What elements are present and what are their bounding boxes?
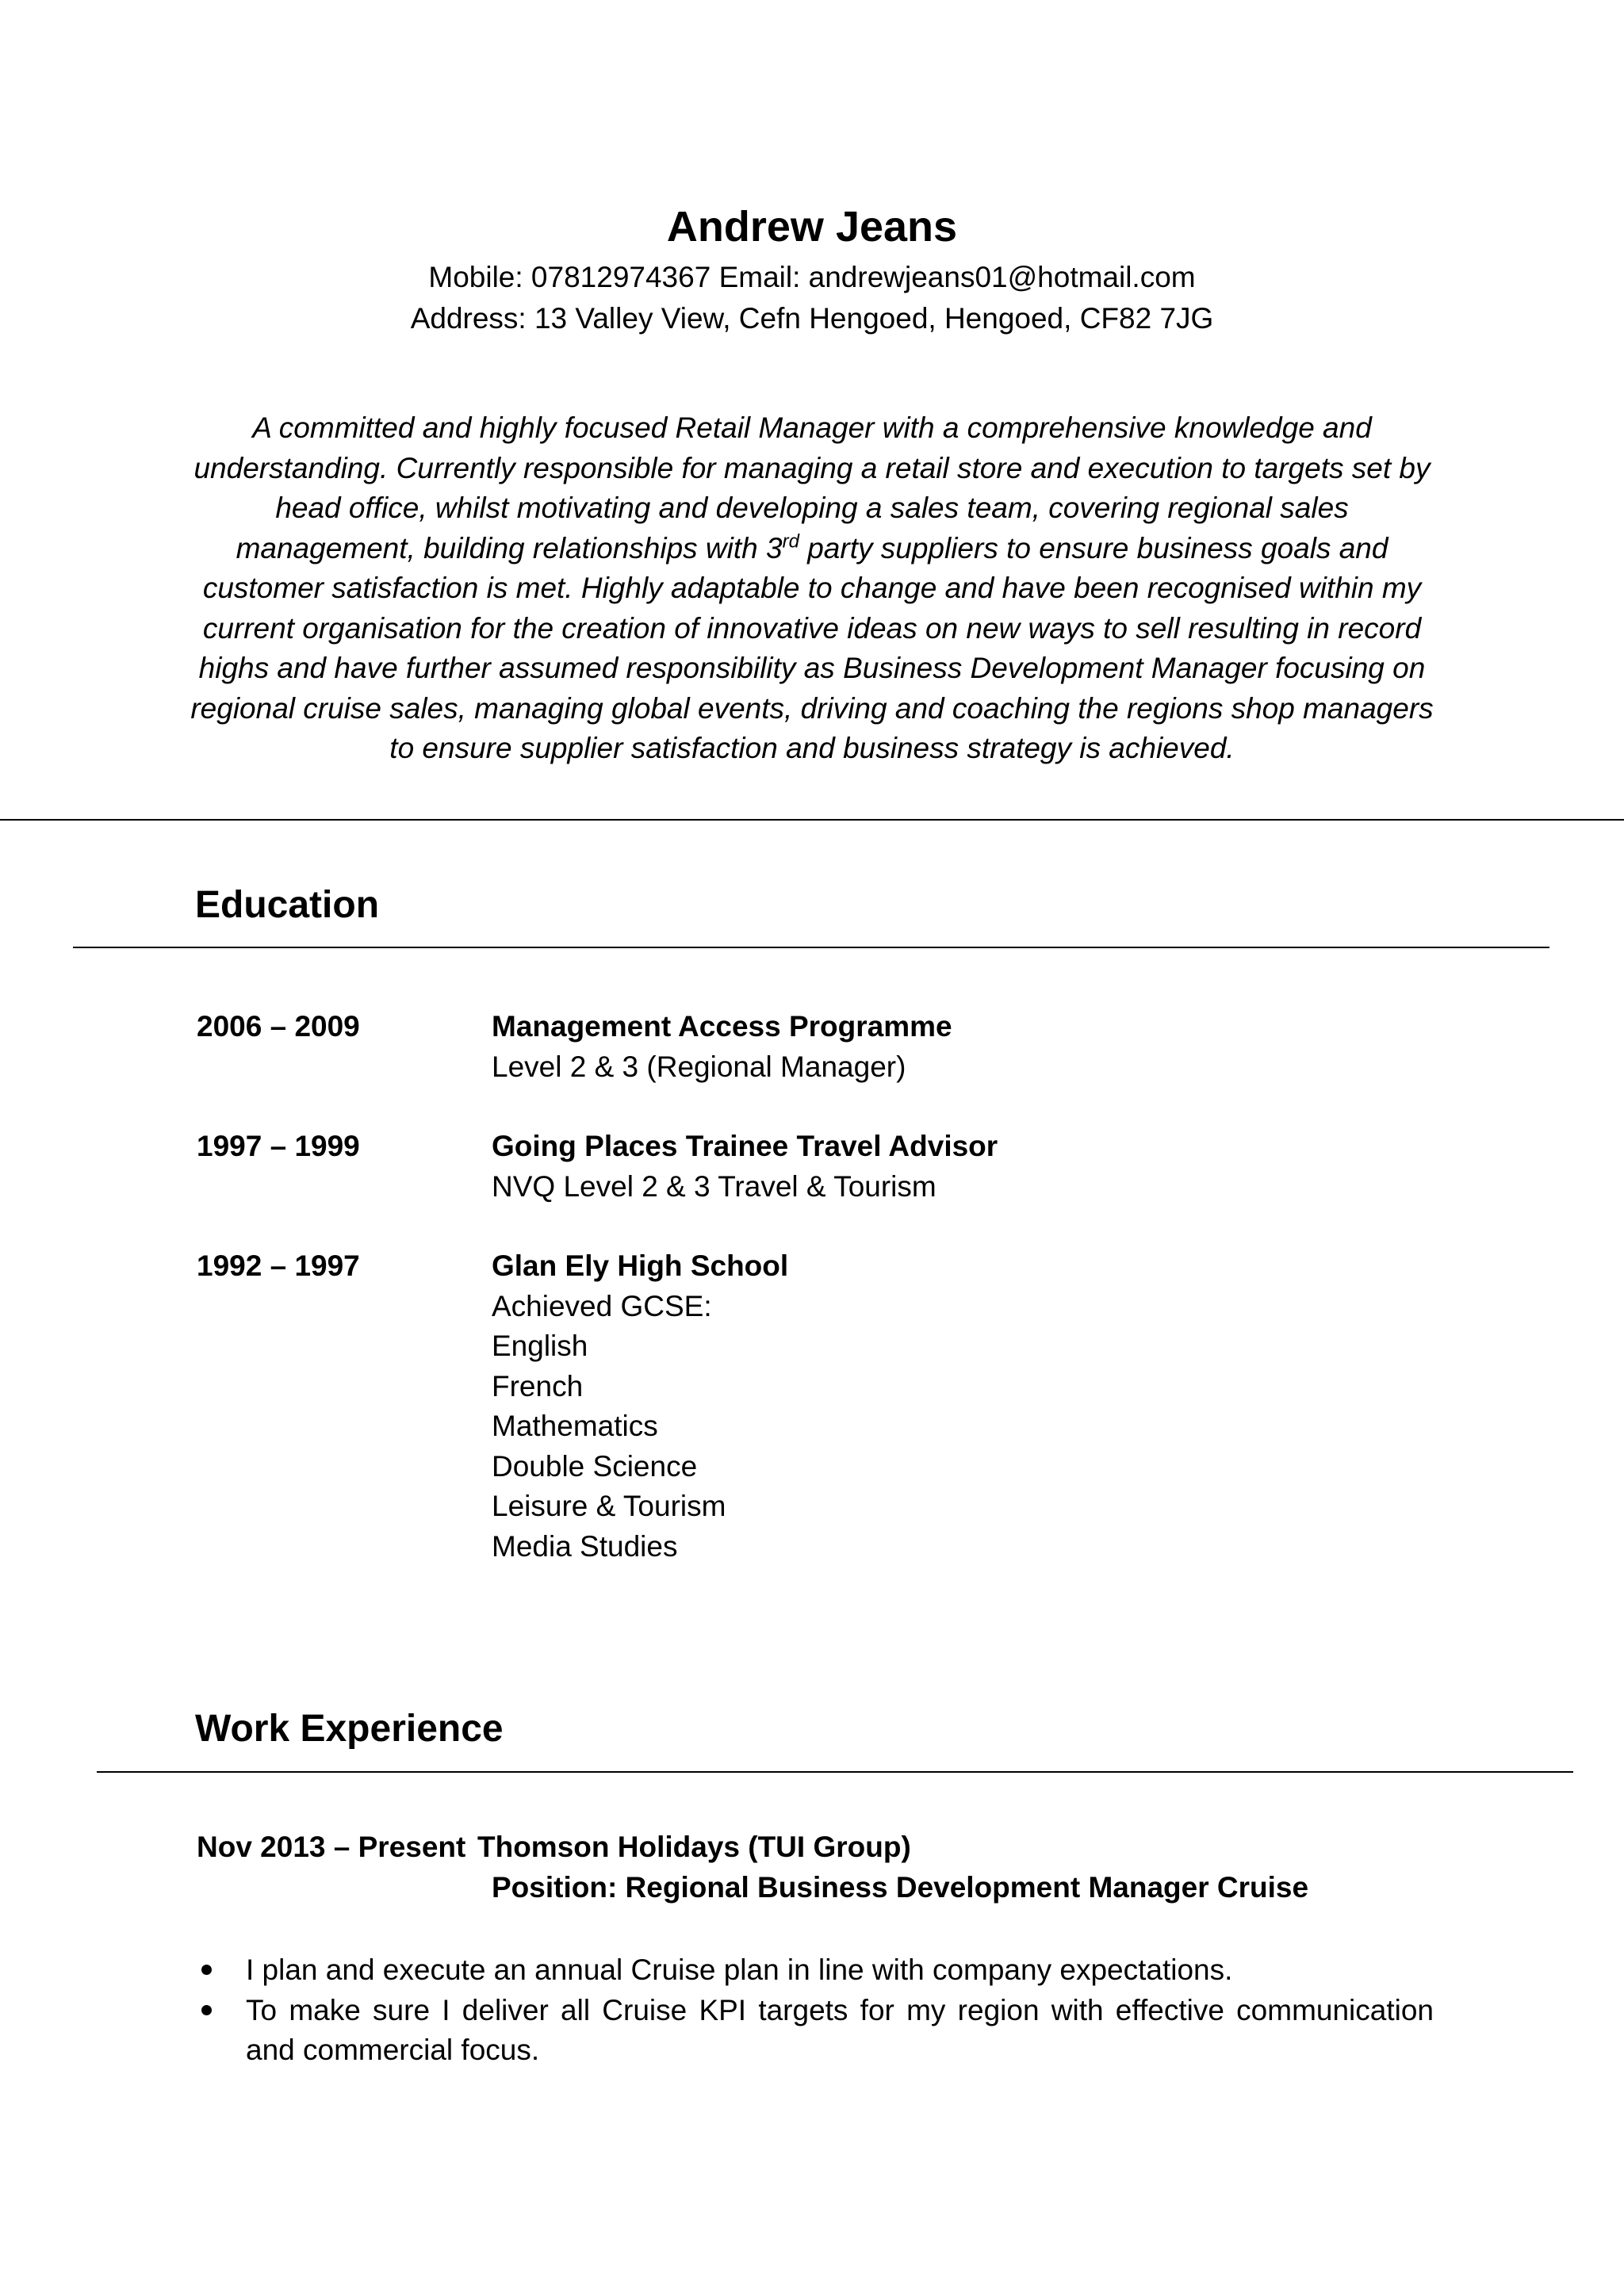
education-heading: Education [195,884,380,926]
list-item [197,1950,1434,1991]
education-years: 1997 – 1999 [197,1130,360,1162]
work-company: Thomson Holidays (TUI Group) [477,1831,911,1863]
work-experience-heading: Work Experience [195,1708,504,1750]
candidate-name: Andrew Jeans [666,203,958,251]
work-entry-header [197,1827,1465,1868]
header-divider [0,819,1624,821]
education-detail-line: Level 2 & 3 (Regional Manager) [492,1050,906,1083]
bullet-icon [201,1965,212,1975]
education-subject: Media Studies [492,1529,678,1563]
education-subject: French [492,1369,584,1402]
education-years: 2006 – 2009 [197,1010,360,1043]
list-item [197,1991,1434,2071]
education-details [492,1127,1443,1207]
summary-text-part-1: A committed and highly focused Retail Manager with a comprehensive knowledge and understanding. Currently responsible for managing a retail store and execution to targets set by head office, whilst motivating and developing a sales team, covering regional sales management, building relationships with 3 [193,411,1431,564]
education-subject: English [492,1330,588,1362]
work-experience-divider [97,1771,1573,1773]
bullet-icon [201,2005,212,2015]
cv-header [0,197,1624,339]
work-position: Position: Regional Business Development Manager Cruise [492,1870,1309,1904]
work-entry [197,1827,1465,1908]
education-subject: Mathematics [492,1410,658,1442]
profile-summary [190,408,1434,769]
education-detail-line: Achieved GCSE: [492,1289,712,1322]
education-subject: Leisure & Tourism [492,1490,726,1522]
education-years: 1992 – 1997 [197,1249,360,1282]
address-line: Address: 13 Valley View, Cefn Hengoed, Hengoed, CF82 7JG [410,302,1214,335]
education-title: Going Places Trainee Travel Advisor [492,1130,998,1162]
work-position-line [197,1868,1465,1908]
summary-superscript: rd [782,530,799,553]
education-details [492,1007,1443,1087]
responsibility-text: To make sure I deliver all Cruise KPI targets for my region with effective communication and commercial focus. [246,1993,1434,2066]
education-subject: Double Science [492,1449,698,1483]
responsibility-text: I plan and execute an annual Cruise plan in line with company expectations. [246,1954,1233,1986]
work-dates: Nov 2013 – Present [197,1831,466,1863]
education-divider [73,947,1549,948]
contact-line: Mobile: 07812974367 Email: andrewjeans01@hotmail.com [428,261,1196,293]
work-responsibilities-list [197,1950,1434,2071]
education-detail-line: NVQ Level 2 & 3 Travel & Tourism [492,1169,936,1203]
education-title: Glan Ely High School [492,1249,789,1282]
education-title: Management Access Programme [492,1010,952,1043]
summary-text-part-2: party suppliers to ensure business goals and customer satisfaction is met. Highly adaptable to change and have been recognised within my current organisation for the creation of innovative ideas on new ways to sell resulting in record highs and have further assumed responsibility as Business Development Manager focusing on regional cruise sales, managing global events, driving and coaching the regions shop managers to ensure supplier satisfaction and business strategy is achieved. [190,531,1434,764]
education-details [492,1246,1443,1567]
